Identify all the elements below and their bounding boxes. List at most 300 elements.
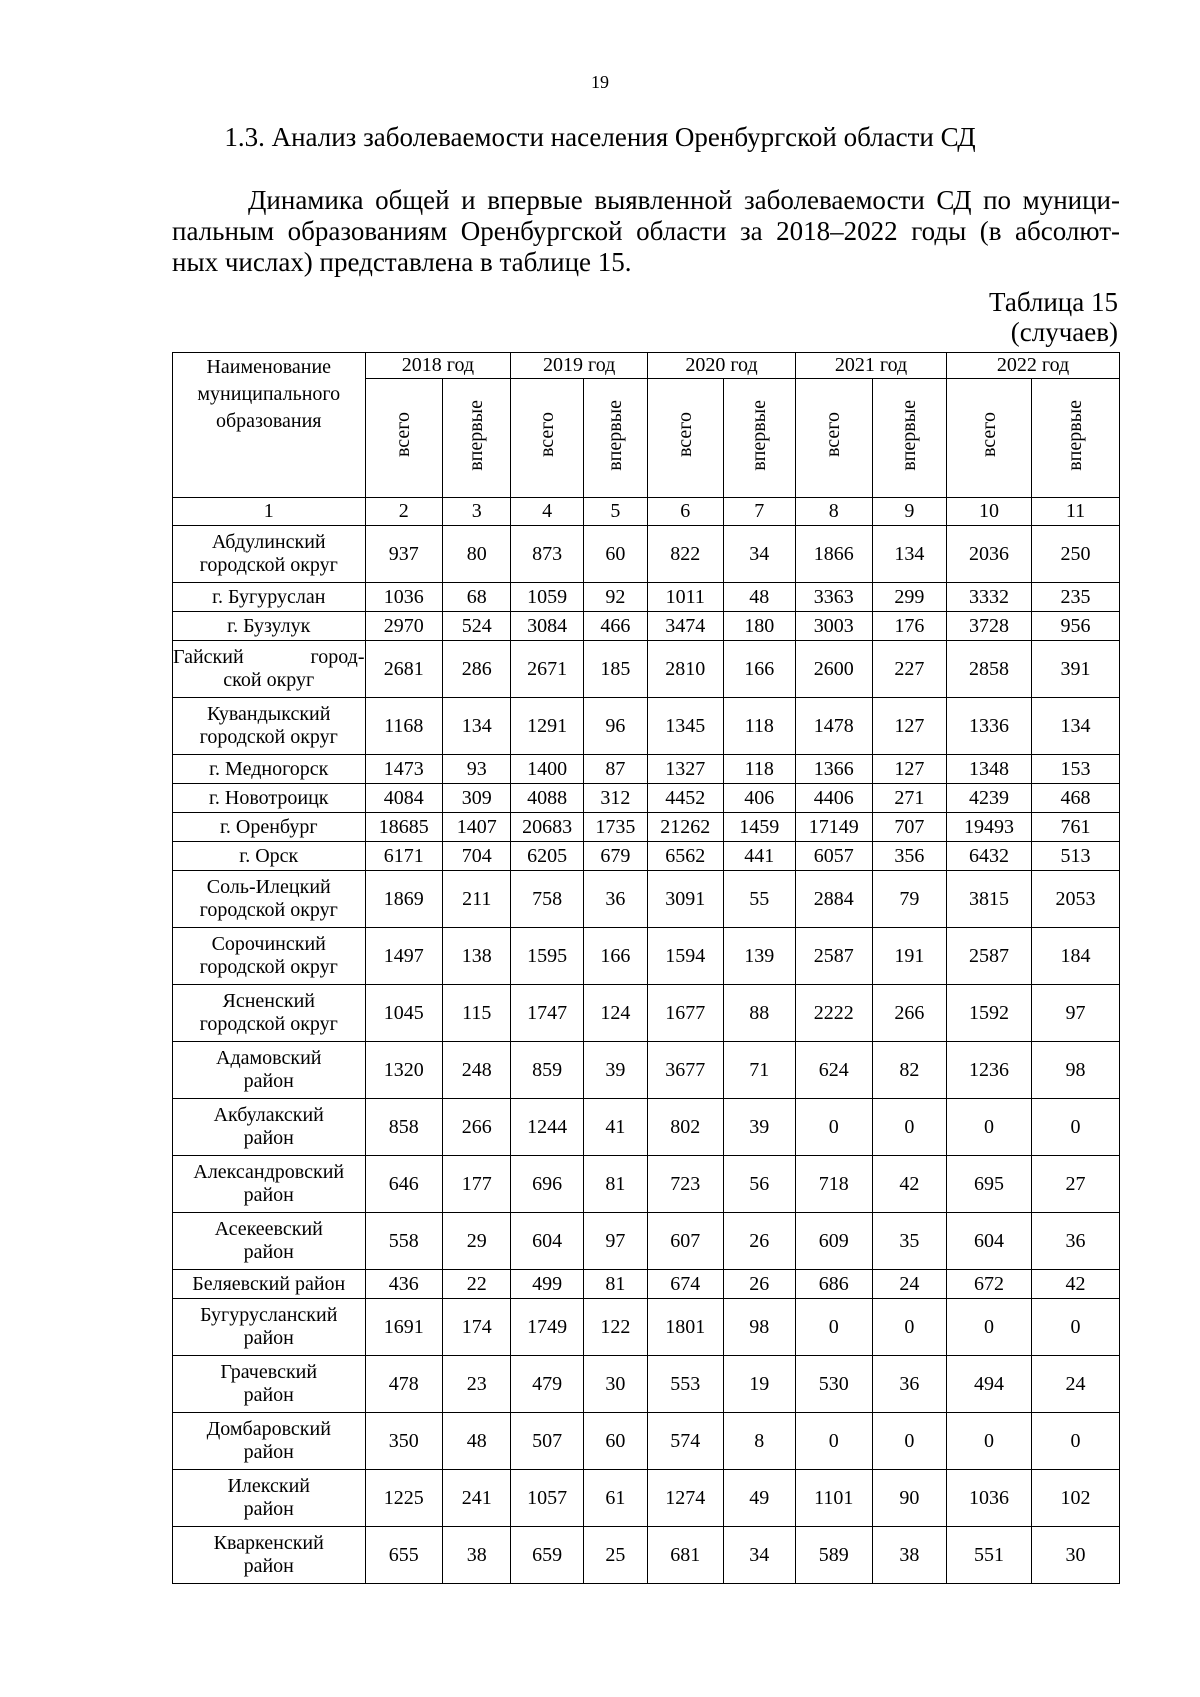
municipality-name (173, 698, 366, 755)
cell-total: 1473 (365, 755, 443, 784)
cell-total: 1236 (947, 1042, 1032, 1099)
municipality-name-line: г. Оренбург (219, 815, 318, 838)
cell-total: 0 (795, 1099, 872, 1156)
municipality-name-line: г. Бузулук (227, 614, 311, 637)
cell-new: 0 (872, 1299, 947, 1356)
cell-new: 235 (1031, 583, 1119, 612)
header-total: всего (947, 379, 1032, 498)
cell-total: 2587 (947, 928, 1032, 985)
cell-new: 1459 (723, 813, 795, 842)
header-new: впервые (872, 379, 947, 498)
cell-total: 1225 (365, 1470, 443, 1527)
cell-total: 1366 (795, 755, 872, 784)
cell-new: 180 (723, 612, 795, 641)
cell-total: 858 (365, 1099, 443, 1156)
cell-total: 551 (947, 1527, 1032, 1584)
cell-total: 2671 (511, 641, 583, 698)
cell-new: 24 (872, 1270, 947, 1299)
cell-total: 604 (947, 1213, 1032, 1270)
cell-total: 530 (795, 1356, 872, 1413)
column-number: 1 (173, 498, 366, 526)
cell-total: 3003 (795, 612, 872, 641)
cell-total: 1036 (947, 1470, 1032, 1527)
page-number: 19 (591, 72, 609, 92)
municipality-name-line: городской округ (199, 899, 338, 921)
cell-new: 191 (872, 928, 947, 985)
header-new: впервые (583, 379, 647, 498)
cell-new: 271 (872, 784, 947, 813)
cell-total: 1594 (648, 928, 724, 985)
cell-new: 118 (723, 698, 795, 755)
cell-new: 309 (443, 784, 511, 813)
cell-total: 589 (795, 1527, 872, 1584)
municipality-name-line: Кувандыкский (207, 703, 331, 725)
cell-total: 2600 (795, 641, 872, 698)
cell-total: 3815 (947, 871, 1032, 928)
municipality-name (173, 1270, 366, 1299)
cell-new: 93 (443, 755, 511, 784)
municipality-name (173, 1527, 366, 1584)
cell-total: 1348 (947, 755, 1032, 784)
cell-new: 56 (723, 1156, 795, 1213)
cell-new: 38 (872, 1527, 947, 1584)
cell-new: 391 (1031, 641, 1119, 698)
cell-new: 266 (872, 985, 947, 1042)
municipality-name (173, 612, 366, 641)
header-new: впервые (723, 379, 795, 498)
cell-total: 1336 (947, 698, 1032, 755)
cell-total: 1677 (648, 985, 724, 1042)
cell-total: 21262 (648, 813, 724, 842)
cell-total: 4084 (365, 784, 443, 813)
municipality-name (173, 928, 366, 985)
table-row (173, 871, 1120, 928)
cell-total: 558 (365, 1213, 443, 1270)
cell-total: 574 (648, 1413, 724, 1470)
cell-new: 127 (872, 698, 947, 755)
cell-new: 299 (872, 583, 947, 612)
municipality-name (173, 1356, 366, 1413)
table-row (173, 1356, 1120, 1413)
table-row (173, 755, 1120, 784)
cell-new: 286 (443, 641, 511, 698)
cell-total: 2587 (795, 928, 872, 985)
cell-new: 0 (872, 1413, 947, 1470)
intro-paragraph (172, 185, 1120, 278)
cell-total: 18685 (365, 813, 443, 842)
cell-total: 1045 (365, 985, 443, 1042)
cell-new: 26 (723, 1213, 795, 1270)
cell-total: 1801 (648, 1299, 724, 1356)
municipality-name-line: г. Новотроицк (208, 786, 329, 809)
cell-new: 211 (443, 871, 511, 928)
municipality-name-line: район (243, 1184, 294, 1206)
cell-total: 937 (365, 526, 443, 583)
cell-new: 39 (723, 1099, 795, 1156)
table-row (173, 1470, 1120, 1527)
header-new: впервые (1031, 379, 1119, 498)
cell-total: 609 (795, 1213, 872, 1270)
cell-total: 873 (511, 526, 583, 583)
table-caption: Таблица 15 (989, 287, 1118, 317)
municipality-name-line: городской округ (199, 726, 338, 748)
municipality-name-line: Ясненский (222, 990, 315, 1012)
municipality-name (173, 985, 366, 1042)
cell-total: 4452 (648, 784, 724, 813)
cell-new: 36 (872, 1356, 947, 1413)
table-row (173, 985, 1120, 1042)
cell-new: 23 (443, 1356, 511, 1413)
cell-total: 802 (648, 1099, 724, 1156)
municipality-name-line: Асекеевский (214, 1218, 323, 1240)
cell-total: 2858 (947, 641, 1032, 698)
cell-total: 1320 (365, 1042, 443, 1099)
cell-total: 672 (947, 1270, 1032, 1299)
cell-total: 723 (648, 1156, 724, 1213)
cell-total: 6205 (511, 842, 583, 871)
cell-total: 681 (648, 1527, 724, 1584)
cell-total: 696 (511, 1156, 583, 1213)
cell-new: 513 (1031, 842, 1119, 871)
column-number: 3 (443, 498, 511, 526)
column-number: 10 (947, 498, 1032, 526)
cell-total: 1478 (795, 698, 872, 755)
municipality-name-line: Абдулинский (211, 531, 326, 553)
column-number: 9 (872, 498, 947, 526)
cell-total: 1291 (511, 698, 583, 755)
cell-new: 118 (723, 755, 795, 784)
cell-new: 81 (583, 1156, 647, 1213)
cell-total: 1592 (947, 985, 1032, 1042)
cell-total: 1168 (365, 698, 443, 755)
header-new: впервые (443, 379, 511, 498)
municipality-name (173, 1213, 366, 1270)
cell-total: 686 (795, 1270, 872, 1299)
cell-new: 468 (1031, 784, 1119, 813)
cell-new: 42 (872, 1156, 947, 1213)
cell-total: 1595 (511, 928, 583, 985)
cell-new: 166 (583, 928, 647, 985)
cell-new: 34 (723, 1527, 795, 1584)
header-name: Наименование муниципального образования (173, 353, 366, 498)
cell-total: 822 (648, 526, 724, 583)
cell-total: 507 (511, 1413, 583, 1470)
municipality-name-line: Сорочинский (211, 933, 326, 955)
cell-new: 524 (443, 612, 511, 641)
header-year: 2021 год (795, 353, 946, 379)
table-row (173, 698, 1120, 755)
municipality-name (173, 1299, 366, 1356)
cell-new: 38 (443, 1527, 511, 1584)
header-year: 2019 год (511, 353, 648, 379)
cell-total: 3084 (511, 612, 583, 641)
cell-total: 478 (365, 1356, 443, 1413)
cell-total: 3363 (795, 583, 872, 612)
cell-total: 2222 (795, 985, 872, 1042)
cell-total: 1327 (648, 755, 724, 784)
header-year: 2020 год (648, 353, 796, 379)
cell-total: 6562 (648, 842, 724, 871)
cell-new: 39 (583, 1042, 647, 1099)
cell-total: 494 (947, 1356, 1032, 1413)
cell-new: 81 (583, 1270, 647, 1299)
cell-new: 35 (872, 1213, 947, 1270)
cell-new: 30 (1031, 1527, 1119, 1584)
cell-total: 6432 (947, 842, 1032, 871)
table-row (173, 1099, 1120, 1156)
column-number-row (173, 498, 1120, 526)
section-title: 1.3. Анализ заболеваемости населения Оренбургской области СД (224, 122, 976, 152)
cell-new: 48 (443, 1413, 511, 1470)
cell-new: 250 (1031, 526, 1119, 583)
cell-new: 0 (1031, 1099, 1119, 1156)
cell-total: 553 (648, 1356, 724, 1413)
cell-new: 68 (443, 583, 511, 612)
cell-total: 758 (511, 871, 583, 928)
municipality-name-line: городской округ (199, 956, 338, 978)
cell-new: 88 (723, 985, 795, 1042)
municipality-name (173, 526, 366, 583)
cell-new: 79 (872, 871, 947, 928)
column-number: 7 (723, 498, 795, 526)
municipality-name-line: Адамовский (216, 1047, 322, 1069)
cell-new: 60 (583, 1413, 647, 1470)
table-row (173, 583, 1120, 612)
table-row (173, 813, 1120, 842)
cell-new: 185 (583, 641, 647, 698)
cell-new: 134 (872, 526, 947, 583)
cell-total: 4406 (795, 784, 872, 813)
municipality-name-line: Акбулакский (213, 1104, 324, 1126)
municipality-name (173, 1042, 366, 1099)
municipality-name-line: г. Орск (239, 844, 299, 867)
cell-new: 90 (872, 1470, 947, 1527)
table-row (173, 1156, 1120, 1213)
municipality-name-line: район (243, 1384, 294, 1406)
cell-new: 127 (872, 755, 947, 784)
cell-new: 97 (583, 1213, 647, 1270)
cell-new: 97 (1031, 985, 1119, 1042)
cell-new: 98 (1031, 1042, 1119, 1099)
cell-new: 0 (872, 1099, 947, 1156)
cell-new: 441 (723, 842, 795, 871)
cell-total: 1691 (365, 1299, 443, 1356)
cell-new: 98 (723, 1299, 795, 1356)
cell-new: 36 (1031, 1213, 1119, 1270)
cell-new: 80 (443, 526, 511, 583)
cell-new: 26 (723, 1270, 795, 1299)
cell-new: 679 (583, 842, 647, 871)
cell-new: 60 (583, 526, 647, 583)
cell-new: 82 (872, 1042, 947, 1099)
cell-total: 1057 (511, 1470, 583, 1527)
cell-total: 0 (947, 1099, 1032, 1156)
cell-new: 134 (443, 698, 511, 755)
cell-new: 115 (443, 985, 511, 1042)
cell-total: 17149 (795, 813, 872, 842)
header-total: всего (365, 379, 443, 498)
municipality-name (173, 784, 366, 813)
cell-total: 2970 (365, 612, 443, 641)
cell-total: 4088 (511, 784, 583, 813)
cell-total: 1400 (511, 755, 583, 784)
cell-total: 3091 (648, 871, 724, 928)
cell-new: 48 (723, 583, 795, 612)
table-row (173, 1042, 1120, 1099)
table-row (173, 641, 1120, 698)
header-total: всего (795, 379, 872, 498)
cell-new: 8 (723, 1413, 795, 1470)
cell-total: 1036 (365, 583, 443, 612)
cell-new: 1407 (443, 813, 511, 842)
cell-total: 859 (511, 1042, 583, 1099)
table-row (173, 842, 1120, 871)
municipality-name-line: Александровский (193, 1161, 345, 1183)
cell-new: 134 (1031, 698, 1119, 755)
cell-total: 718 (795, 1156, 872, 1213)
cell-total: 0 (947, 1299, 1032, 1356)
cell-new: 956 (1031, 612, 1119, 641)
cell-new: 102 (1031, 1470, 1119, 1527)
table-row (173, 526, 1120, 583)
cell-new: 406 (723, 784, 795, 813)
cell-total: 1274 (648, 1470, 724, 1527)
cell-new: 248 (443, 1042, 511, 1099)
table-caption-block (989, 287, 1118, 347)
cell-total: 3474 (648, 612, 724, 641)
table-row (173, 784, 1120, 813)
header-total: всего (511, 379, 583, 498)
cell-total: 6057 (795, 842, 872, 871)
cell-total: 1101 (795, 1470, 872, 1527)
cell-total: 1747 (511, 985, 583, 1042)
cell-new: 139 (723, 928, 795, 985)
table-row (173, 1270, 1120, 1299)
table-row (173, 1213, 1120, 1270)
municipality-name (173, 813, 366, 842)
municipality-name-line: район (243, 1070, 294, 1092)
table-row (173, 1413, 1120, 1470)
municipality-name-line: Гайский город- (173, 646, 365, 668)
cell-new: 153 (1031, 755, 1119, 784)
cell-new: 466 (583, 612, 647, 641)
header-year: 2022 год (947, 353, 1120, 379)
cell-new: 29 (443, 1213, 511, 1270)
cell-new: 704 (443, 842, 511, 871)
municipality-name-line: район (243, 1127, 294, 1149)
cell-total: 6171 (365, 842, 443, 871)
cell-total: 2036 (947, 526, 1032, 583)
intro-line: ных числах) представлена в таблице 15. (172, 247, 632, 277)
cell-new: 2053 (1031, 871, 1119, 928)
municipality-name-line: Соль-Илецкий (206, 876, 331, 898)
cell-new: 266 (443, 1099, 511, 1156)
cell-total: 2884 (795, 871, 872, 928)
cell-new: 27 (1031, 1156, 1119, 1213)
cell-total: 1497 (365, 928, 443, 985)
cell-total: 674 (648, 1270, 724, 1299)
cell-total: 350 (365, 1413, 443, 1470)
cell-new: 184 (1031, 928, 1119, 985)
cell-total: 0 (947, 1413, 1032, 1470)
cell-total: 604 (511, 1213, 583, 1270)
cell-new: 87 (583, 755, 647, 784)
cell-new: 61 (583, 1470, 647, 1527)
municipality-name-line: городской округ (199, 1013, 338, 1035)
cell-new: 707 (872, 813, 947, 842)
cell-new: 176 (872, 612, 947, 641)
cell-total: 1866 (795, 526, 872, 583)
cell-total: 499 (511, 1270, 583, 1299)
cell-total: 624 (795, 1042, 872, 1099)
table-row (173, 928, 1120, 985)
cell-new: 241 (443, 1470, 511, 1527)
cell-total: 0 (795, 1299, 872, 1356)
cell-total: 1749 (511, 1299, 583, 1356)
column-number: 4 (511, 498, 583, 526)
cell-total: 3677 (648, 1042, 724, 1099)
cell-new: 356 (872, 842, 947, 871)
cell-new: 71 (723, 1042, 795, 1099)
cell-new: 0 (1031, 1413, 1119, 1470)
cell-new: 49 (723, 1470, 795, 1527)
cell-new: 34 (723, 526, 795, 583)
municipality-name-line: Домбаровский (206, 1418, 331, 1440)
municipality-name-line: район (243, 1555, 294, 1577)
cell-total: 436 (365, 1270, 443, 1299)
cell-new: 22 (443, 1270, 511, 1299)
cell-total: 1345 (648, 698, 724, 755)
table-row (173, 612, 1120, 641)
municipality-name (173, 641, 366, 698)
municipality-name-line: г. Медногорск (209, 757, 329, 780)
cell-total: 659 (511, 1527, 583, 1584)
cell-new: 19 (723, 1356, 795, 1413)
municipality-name (173, 871, 366, 928)
cell-new: 25 (583, 1527, 647, 1584)
intro-line: Динамика общей и впервые выявленной заболеваемости СД по муници- (248, 185, 1120, 215)
table-units: (случаев) (1010, 317, 1118, 347)
municipality-name (173, 842, 366, 871)
cell-total: 4239 (947, 784, 1032, 813)
cell-new: 174 (443, 1299, 511, 1356)
cell-new: 30 (583, 1356, 647, 1413)
cell-total: 646 (365, 1156, 443, 1213)
municipality-name (173, 755, 366, 784)
cell-new: 166 (723, 641, 795, 698)
header-year: 2018 год (365, 353, 511, 379)
cell-new: 96 (583, 698, 647, 755)
municipality-name-line: район (243, 1498, 294, 1520)
municipality-name-line: Грачевский (220, 1361, 318, 1383)
municipality-name-line: Бугурусланский (200, 1304, 338, 1326)
cell-new: 124 (583, 985, 647, 1042)
cell-total: 20683 (511, 813, 583, 842)
cell-total: 0 (795, 1413, 872, 1470)
cell-total: 479 (511, 1356, 583, 1413)
municipality-name-line: ской округ (223, 669, 315, 691)
table-body (173, 498, 1120, 1584)
cell-new: 138 (443, 928, 511, 985)
cell-new: 122 (583, 1299, 647, 1356)
column-number: 2 (365, 498, 443, 526)
cell-new: 177 (443, 1156, 511, 1213)
municipality-name (173, 1099, 366, 1156)
cell-new: 1735 (583, 813, 647, 842)
cell-new: 0 (1031, 1299, 1119, 1356)
cell-total: 1244 (511, 1099, 583, 1156)
cell-new: 41 (583, 1099, 647, 1156)
